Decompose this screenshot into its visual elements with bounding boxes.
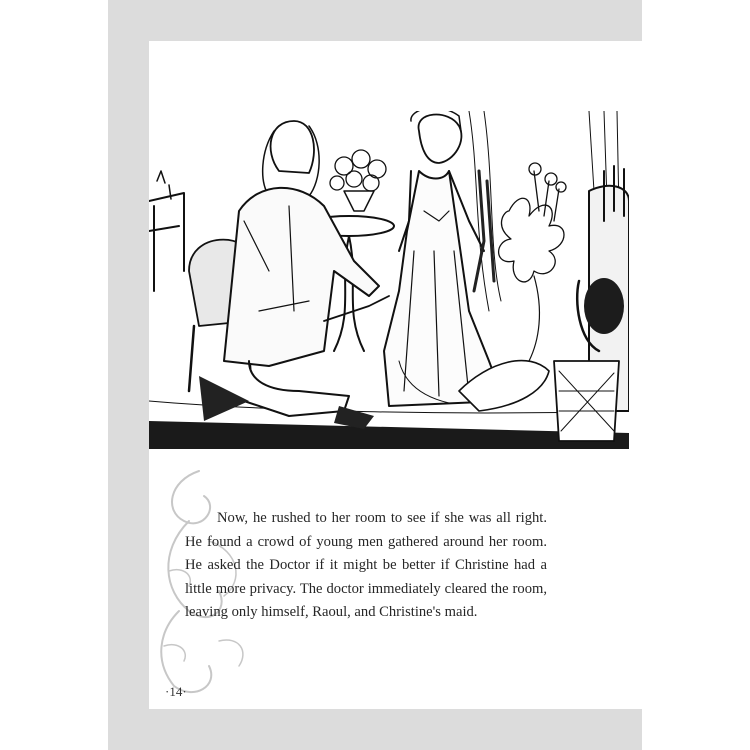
story-paragraph: Now, he rushed to her room to see if she was all right. He found a crowd of young men gathered around her room. He asked the Doctor if it might be better if Christine had a little more privacy. The doctor immediately cleared the room, leaving only himself, Raoul, and Christine's maid. xyxy=(185,510,547,621)
page-number: ·14· xyxy=(165,684,187,699)
story-illustration xyxy=(149,111,629,449)
book-page xyxy=(149,41,642,709)
story-text xyxy=(185,507,547,625)
